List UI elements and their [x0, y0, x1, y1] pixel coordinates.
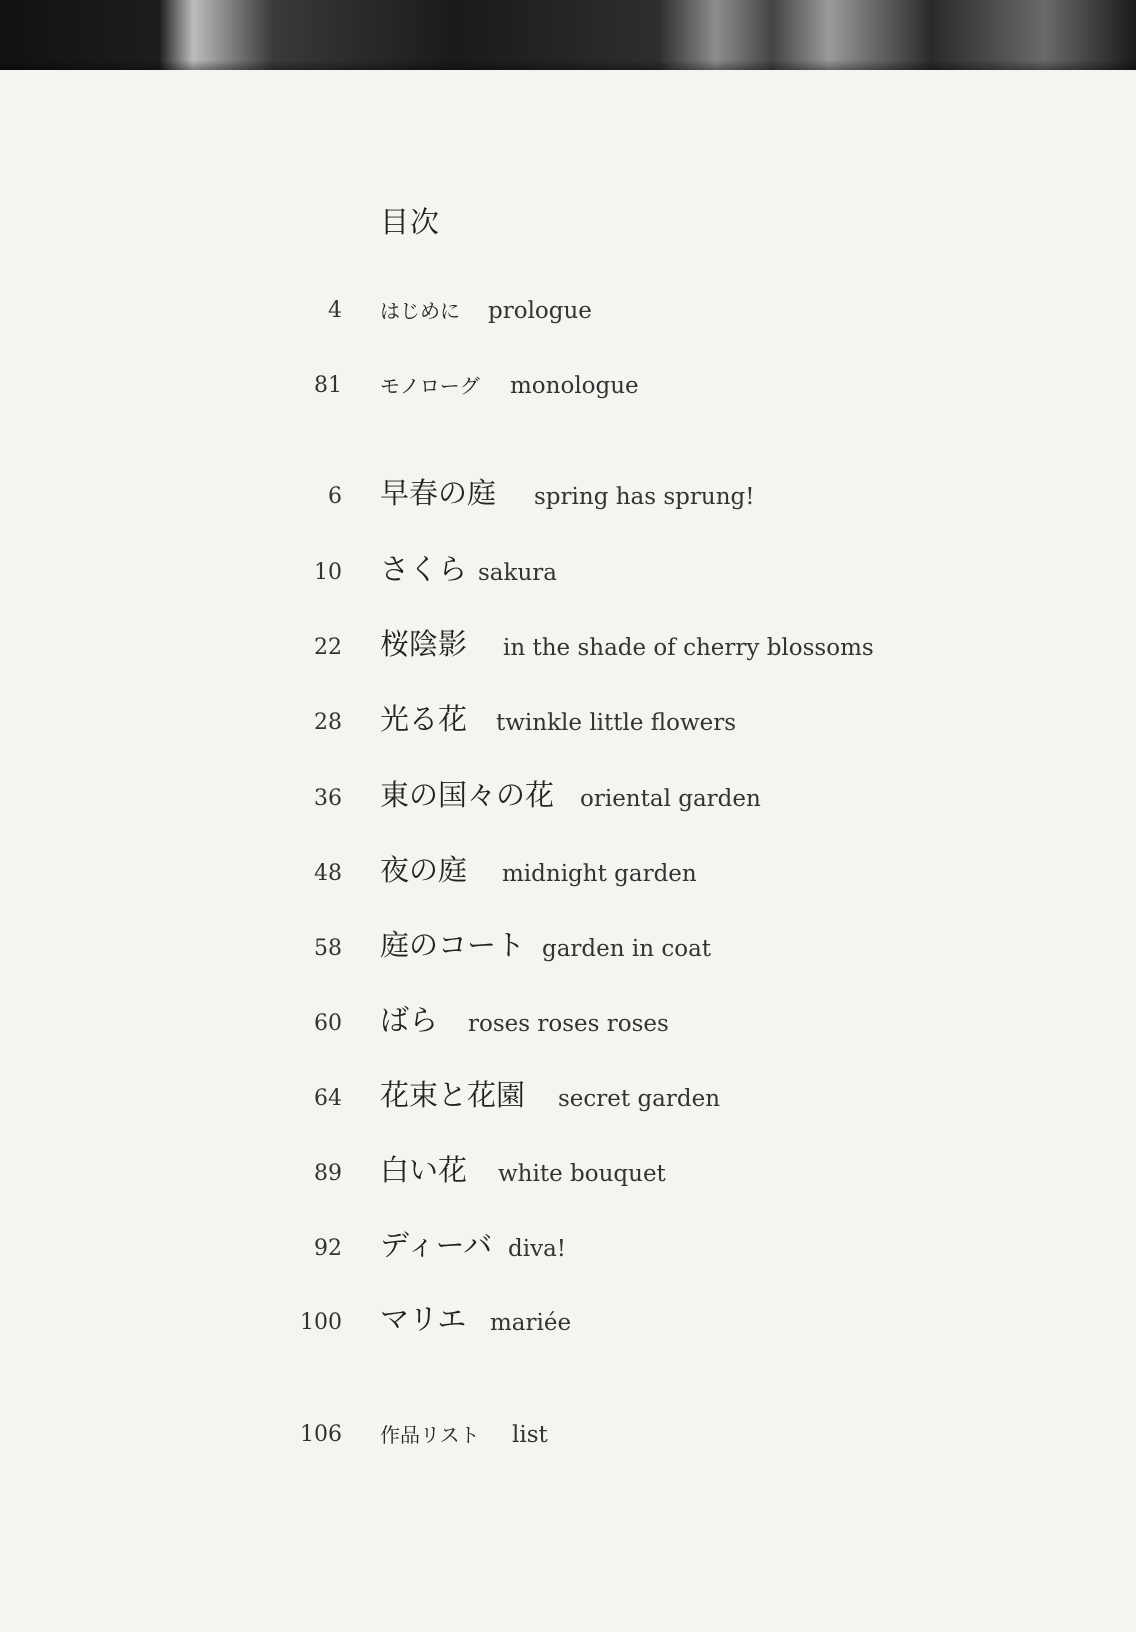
toc-title-en: list	[512, 1422, 548, 1448]
toc-title-en: prologue	[488, 298, 592, 324]
toc-page-number: 81	[314, 373, 342, 398]
toc-entry-secret-garden	[0, 1078, 1136, 1118]
toc-title-en: diva!	[508, 1236, 567, 1262]
toc-entry-mariee	[0, 1302, 1136, 1342]
toc-page-number: 4	[328, 298, 342, 323]
toc-page-number: 48	[314, 861, 342, 886]
toc-page-number: 106	[300, 1422, 342, 1447]
toc-title-en: oriental garden	[580, 786, 761, 812]
toc-entry-garden-in-coat	[0, 928, 1136, 968]
toc-title-en: monologue	[510, 373, 639, 399]
toc-entry-roses-roses-roses	[0, 1003, 1136, 1043]
toc-entry-list	[0, 1414, 1136, 1454]
toc-page-number: 89	[314, 1161, 342, 1186]
toc-page-number: 10	[314, 560, 342, 585]
toc-title-ja: ばら	[380, 1003, 439, 1037]
toc-entry-sakura	[0, 552, 1136, 592]
toc-entry-prologue	[0, 290, 1136, 330]
toc-title-en: white bouquet	[498, 1161, 666, 1187]
toc-title-en: secret garden	[558, 1086, 721, 1112]
toc-title-en: sakura	[478, 560, 557, 586]
toc-page-number: 64	[314, 1086, 342, 1111]
toc-page-number: 36	[314, 786, 342, 811]
toc-entry-diva	[0, 1228, 1136, 1268]
dark-header-strip	[0, 0, 1136, 70]
toc-title-en: midnight garden	[502, 861, 697, 887]
toc-entry-white-bouquet	[0, 1153, 1136, 1193]
toc-entry-oriental-garden	[0, 778, 1136, 818]
toc-entry-monologue	[0, 365, 1136, 405]
toc-page-number: 28	[314, 710, 342, 735]
toc-title-ja: 庭のコート	[380, 928, 526, 962]
toc-title: 目次	[380, 205, 441, 239]
toc-entry-shade-of-cherry-blossoms	[0, 627, 1136, 667]
toc-title-ja: モノローグ	[380, 374, 480, 398]
toc-title-ja: 桜陰影	[380, 627, 468, 661]
toc-title-ja: 早春の庭	[380, 476, 497, 510]
toc-title-ja: 作品リスト	[380, 1423, 480, 1447]
toc-title-en: twinkle little flowers	[496, 710, 737, 736]
toc-title-ja: 光る花	[380, 702, 468, 736]
toc-title-ja: はじめに	[380, 299, 460, 323]
toc-title-en: roses roses roses	[468, 1011, 669, 1037]
toc-title-ja: 白い花	[380, 1153, 468, 1187]
toc-title-en: spring has sprung!	[534, 484, 755, 510]
toc-page-number: 22	[314, 635, 342, 660]
toc-entry-twinkle-little-flowers	[0, 702, 1136, 742]
toc-title-ja: 花束と花園	[380, 1078, 526, 1112]
toc-title-ja: マリエ	[380, 1302, 467, 1336]
toc-page-number: 92	[314, 1236, 342, 1261]
toc-page-number: 6	[328, 484, 342, 509]
toc-title-en: garden in coat	[542, 936, 712, 962]
toc-page-number: 60	[314, 1011, 342, 1036]
toc-title-en: in the shade of cherry blossoms	[503, 635, 874, 661]
toc-title-ja: 東の国々の花	[380, 778, 555, 812]
toc-title-ja: 夜の庭	[380, 853, 468, 887]
toc-entry-spring-has-sprung	[0, 476, 1136, 516]
toc-title-en: mariée	[490, 1310, 572, 1336]
toc-title-ja: ディーバ	[380, 1228, 493, 1262]
toc-title-ja: さくら	[380, 552, 468, 586]
toc-page-number: 58	[314, 936, 342, 961]
toc-page-number: 100	[300, 1310, 342, 1335]
toc-entry-midnight-garden	[0, 853, 1136, 893]
